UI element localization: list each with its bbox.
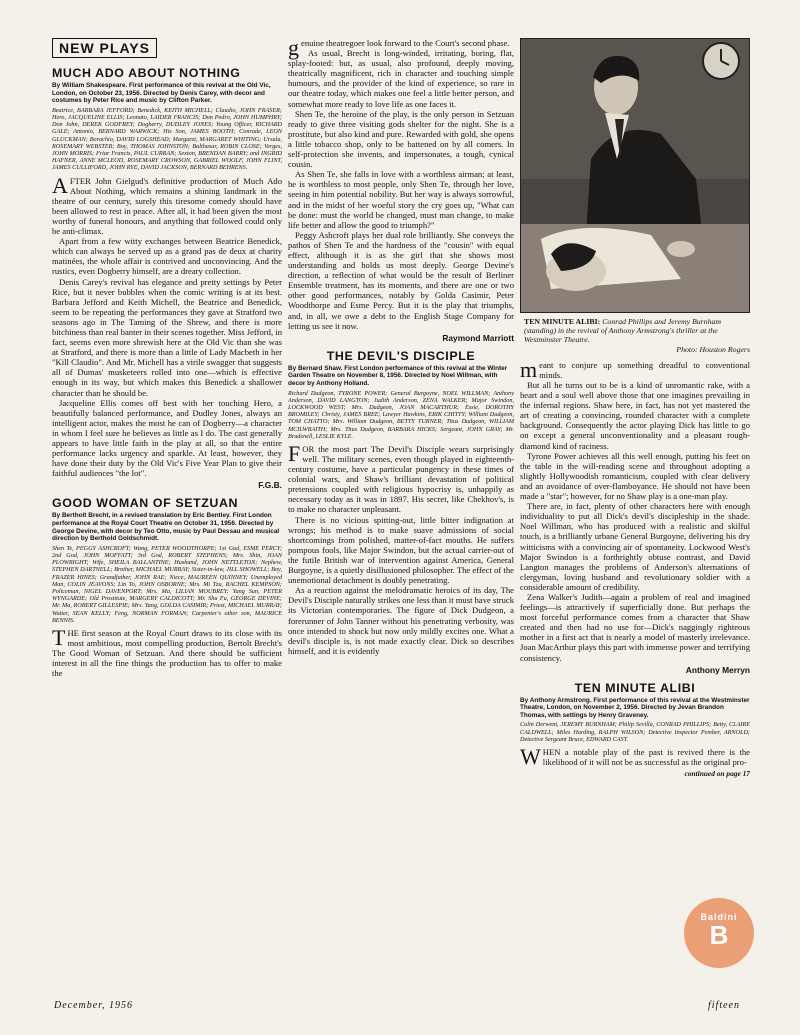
disciple-title: THE DEVIL'S DISCIPLE [326,348,476,363]
setzuan-paragraph: As Shen Te, she falls in love with a worthless airman; at least, he is worthless to most people, only Shen Te, through her love, seeing in him potential nobility. But her way is always sorrowful, and in the midst of her woeful story the cry goes up, "What can be done: must the world be changed, must man change, to make life better and allow the good to triumph?" [288,169,514,230]
disciple-paragraph: As a reaction against the melodramatic heroics of its day, The Devil's Disciple naturally strikes one less than it must have struck its Victorian contemporaries. The figure of Dick Dudgeon, a forerunner of John Tanner without his penetrating verbosity, was once intended to shock but now only mildly excites one. What a devil's disciple is, is not made exactly clear. Dick so describes himself, and it is evidently [288,585,514,656]
alibi-title: TEN MINUTE ALIBI [574,680,696,695]
disciple-cast: Richard Dudgeon, TYRONE POWER; General Burgoyne, NOEL WILLMAN; Anthony Anderson, DAVID LANGTON; Judith Anderson, ZENA WALKER; Major Swindon, LOCKWOOD WEST; Mrs. Dudgeon, JOAN MACARTHUR; Essie, DOROTHY BROMILEY; Christy, JAMES BREE; Lawyer Hawkins, ERIK CHITTY; William Dudgeon, TOM CHATTO; Mrs. William Dudgeon, BETTY TURNER; Titus Dudgeon, WILLIAM MCILWRAITH; Mrs. Titus Dudgeon, BARBARA HICKS; Sergeant, JOHN GRAY; Mr. Brudenell, LESLIE KYLE. [288,389,514,440]
disciple-credits: By Bernard Shaw. First London performance of this revival at the Winter Garden Theatre on November 8, 1956. Directed by Noel Willman, with decor by Anthony Holland. [288,364,508,387]
alibi-cast: Colin Derwent, JEREMY BURNHAM; Philip Sevilla, CONRAD PHILLIPS; Betty, CLAIRE CALDWELL; Miles Harding, RALPH WILSON; Detective Inspector Pember, ARNOLD; Detective Sergeant Bruce, EDWARD CAST. [520,721,750,743]
setzuan-byline: Raymond Marriott [442,332,514,343]
column-right [520,38,750,988]
setzuan-title: GOOD WOMAN OF SETZUAN [52,496,239,511]
disciple-byline: Anthony Merryn [685,664,750,675]
column-left [52,38,282,988]
setzuan-paragraph: Peggy Ashcroft plays her dual role brilliantly. She conveys the pathos of Shen Te and the hardness of the "cousin" with equal effect, although it is as the girl that she shows most understanding and holds us most deeply. George Devine's direction, a reflection of what would be the result of Berliner Ensemble treatment, has its moments, and there are one or two other good performances, notably by Golda Casimir, Peter Woodthorpe and Esme Percy. But it is the play that triumphs, and, in all, we owe a debt to the English Stage Company for letting us see it now. [288,229,514,331]
much-ado-paragraph: Apart from a few witty exchanges between Beatrice Benedick, which can always be served up as a grand pas de deux at charity matinées, the whole affair is contrived and unconvincing. And the rustics, even Dogberry himself, are a dreary collection. [52,236,282,277]
production-photo [520,38,750,313]
footer-date: December, 1956 [54,1000,133,1011]
photo-caption [524,317,750,354]
disciple-paragraph: But all he turns out to be is a kind of unromantic rake, with a heart and a soul well above those that one imagines prevailing in the infernal regions. Shaw here, in fact, has not yet mastered the art of creating a convincing, rounded character with a complete background. Consequently the actor playing Dick has little to go on except a general unconventionality and a pleasant rough-diamond kind of raciness. [520,380,750,451]
much-ado-paragraph: Denis Carey's revival has elegance and pretty settings by Peter Rice, but it never bubbles when the comic writing is at its best. Barbara Jefford and Keith Michell, the Beatrice and Benedick, seem to be repeating the performances they gave at Stratford two seasons ago in The Taming of the Shrew, and there is more bitchiness than real banter in their scenes together. Miss Jefford, in fact, seems even more shrewish here at the Old Vic than she was at Stratford, and there is more than a little of Lady Macbeth in her "Kill Claudio". And Mr. Michell has a virile swagger that suggests all of Dumas' musketeers rolled into one—which is effective enough in its way, but which makes this Benedick a shallower character than he should be. [52,276,282,398]
setzuan-cast: Shen Te, PEGGY ASHCROFT; Wang, PETER WOODTHORPE; 1st God, ESME PERCY; 2nd God, JOHN MOFFATT; 3rd God, ROBERT STEPHENS; Mrs. Shin, JOAN PLOWRIGHT; Wife, SHEILA BALLANTINE; Husband, JOHN NETTLETON; Nephew, STEPHEN DARTNELL; Brother, MICHAEL MURRAY; Sister-in-law, JILL SHOWELL; Boy, FRAZER HINES; Grandfather, JOHN RAE; Niece, MAUREEN QUINNEY; Unemployed Man, COLIN JEAVONS; Lin To, JOHN OSBORNE; Mrs. Mi Tzu, RACHEL KEMPSON; Policeman, NIGEL DAVENPORT; Mrs. Ma, LILIAN MOUBREY; Yang Sun, PETER WYNGARDE; Old Prostitute, MARGERY CALDICOTT; Mr. Shu Fu, GEORGE DEVINE; Mr. Ma, ROBERT GILLESPIE; Mrs. Yang, GOLDA CASIMIR; Priest, MICHAEL MURRAY; Waiter, SEAN KELLY; Feng, NORMAN FORMAN; Carpenter's other son, MAURICE BENNIS. [52,544,282,624]
continued-note: continued on page 17 [684,769,750,779]
column-middle [288,38,514,988]
setzuan-paragraph: As usual, Brecht is long-winded, irritating, boring, flat, splay-footed: but, as usual, also profound, deeply moving, theatrically magnificent, rich in character and touching simple humours, and the provider of the kind of experience, so rare in our theatre today, which makes one feel a little better person, and somewhat more ready to love life as one faces it. [288,48,514,109]
disciple-paragraph: FOR the most part The Devil's Disciple wears surprisingly well. The military scenes, even though played in eighteenth-century costume, have a particular pungency in these times of colonial wars, and Shaw's brilliant devastation of political pretensions coupled with religious hypocrisy is, unhappily as necessary today as it was in 1897. His secret, like Chekhov's, is to make no character unpleasant. [288,440,514,515]
section-banner: NEW PLAYS [52,38,157,58]
photo-caption-label: TEN MINUTE ALIBI: [524,317,601,326]
alibi-paragraph: WHEN a notable play of the past is revived there is the likelihood of it will not be as successful as the original pro- [520,744,750,770]
much-ado-paragraph: Jacqueline Ellis comes off best with her touching Hero, a beautifully balanced performance, and Dudley Jones, always an intelligent actor, makes the most he can of Dogberry—a character in whom I feel sure he believes as little as I do. The cast generally appears to have little faith in the play at all, so that the entire performance lacks urgency and sparkle. At least, however, they have done their duty by the Old Vic's Five Year Plan to give their faithful audiences "the lot". [52,397,282,479]
disciple-paragraph: Zena Walker's Judith—again a problem of real and imagined feelings—is attractively if superficially done. But perhaps the most forceful performance comes from a character that Shaw created and then had no use for—Dick's naggingly righteous mother in a first act that is nearly a model of masterly irrelevance. Joan MacArthur plays this part with immense power and terrifying consistency. [520,591,750,663]
disciple-paragraph: Tyrone Power achieves all this well enough, putting his feet on the table in the will-reading scene and throughout adopting a slightly Hollywoodish romanticism, coupled with clear delivery and an avoidance of over-flamboyance. He should not have been made a "star"; however, for no Shaw play is a one-man play. [520,450,750,502]
library-stamp [684,898,754,968]
stamp-top-text: Baldini [700,912,738,922]
much-ado-title: MUCH ADO ABOUT NOTHING [52,66,241,80]
much-ado-paragraph: AFTER John Gielgud's definitive production of Much Ado About Nothing, which remains a shining landmark in the theatre of our century, surely this tiresome comedy should have been allowed to rest in peace. After all, it had been given the most worthy of funeral honours, and anything that followed could only be anti-climax. [52,172,282,237]
much-ado-cast: Beatrice, BARBARA JEFFORD; Benedick, KEITH MICHELL; Claudio, JOHN FRASER; Hero, JACQUELINE ELLIS; Leonato, LAIDER FRANCIS; Don Pedro, JOHN HUMPHRY; Don John, DEREK GODFREY; Dogberry, DUDLEY JONES; Young Officer, RICHARD GALE; Antonio, BERNARD WARWICK; His Son, JAMES BOOTH; Conrade, LEON GLUCKMAN; Borachio, DAVID LOGSHEAD; Margaret, MARGARET WHITING; Ursula, ROSEMARY WEBSTER; Boy, THOMAS JOHNSTON; Balthasar, ROBIN CLOSE; Verges, JOHN MORRIS; Friar Francis, PAUL CURRAN; Sexton, BRENDAN BARRY; and INGRID HAFNER, ANNE MCLEOD, ROSEMARY CROWSON, GABRIEL WOOLF, JOHN FLINT, JAMES CULLIFORD, JOHN RYE, DAVID JACKSON, BERNARD BEHRENS. [52,106,282,172]
photo-credit: Photo: Houston Rogers [676,344,750,354]
production-photo-image [521,39,749,312]
setzuan-paragraph: genuine theatregoer look forward to the Court's second phase. [288,38,510,60]
photo-caption-text: Conrad Phillips and Jeremy Burnham (standing) in the revival of Anthony Armstrong's thriller at the Westminster Theatre. [524,317,722,345]
footer-page-number: fifteen [708,1000,740,1011]
disciple-paragraph: There is no vicious spitting-out, little bitter indignation at wrongs; his method is to make suave admissions of social shortcomings from polished, matter-of-fact mouths. He suffers pompous fools, like Major Swindon, but the actual carrier-out of the futile British war of intervention against America, General Burgoyne, is a quietly disillusioned philosopher. The effect of the unemotional detachment is doubly penetrating. [288,514,514,586]
setzuan-paragraph: Shen Te, the heroine of the play, is the only person in Setzuan ready to give three visiting gods shelter for the night. She is a prostitute, but also kind and pure. Rewarded with gold, she opens a little tobacco shop, only to be battened on by all comers. In self-protection she invents, and impersonates, a tough, cynical cousin. [288,108,514,170]
disciple-paragraph: meant to conjure up something dreadful to conventional minds. [520,356,750,382]
setzuan-paragraph: THE first season at the Royal Court draws to its close with its most ambitious, most compelling production, Bertolt Brecht's The Good Woman of Setzuan. And there should be sufficient interest in all the fine things the production has to offer to make the [52,625,282,679]
disciple-paragraph: There are, in fact, plenty of other characters here with enough individuality to put all Dick's devil's discipleship in the shade. Noel Willman, who has produced with a realistic and skilful touch, is a brilliantly urbane General Burgoyne, delivering his dry witticisms with a convincing air of spontaneity. Lockwood West's Major Swindon is a forthrightly obtuse contrast, and David Langton manages the problems of Anderson's alternations of clergyman, loving husband and revolutionary soldier with a considerable amount of credibility. [520,501,750,592]
much-ado-credits: By William Shakespeare. First performance of this revival at the Old Vic, London, on October 23, 1956. Directed by Denis Carey, with decor and costumes by Peter Rice and music by Clifton Parker. [52,82,271,105]
alibi-credits: By Anthony Armstrong. First performance of this revival at the Westminster Theatre, London, on November 2, 1956. Directed by Jevan Brandon Thomas, with settings by Henry Graveney. [520,696,750,719]
setzuan-credits: By Bertholt Brecht, in a revised translation by Eric Bentley. First London performance at the Royal Court Theatre on October 31, 1956. Directed by George Devine, with decor by Teo Otto, music by Paul Dessau and musical direction by Berthold Goldschmidt. [52,512,280,543]
stamp-letter: B [709,920,729,950]
much-ado-byline: F.G.B. [258,480,282,491]
